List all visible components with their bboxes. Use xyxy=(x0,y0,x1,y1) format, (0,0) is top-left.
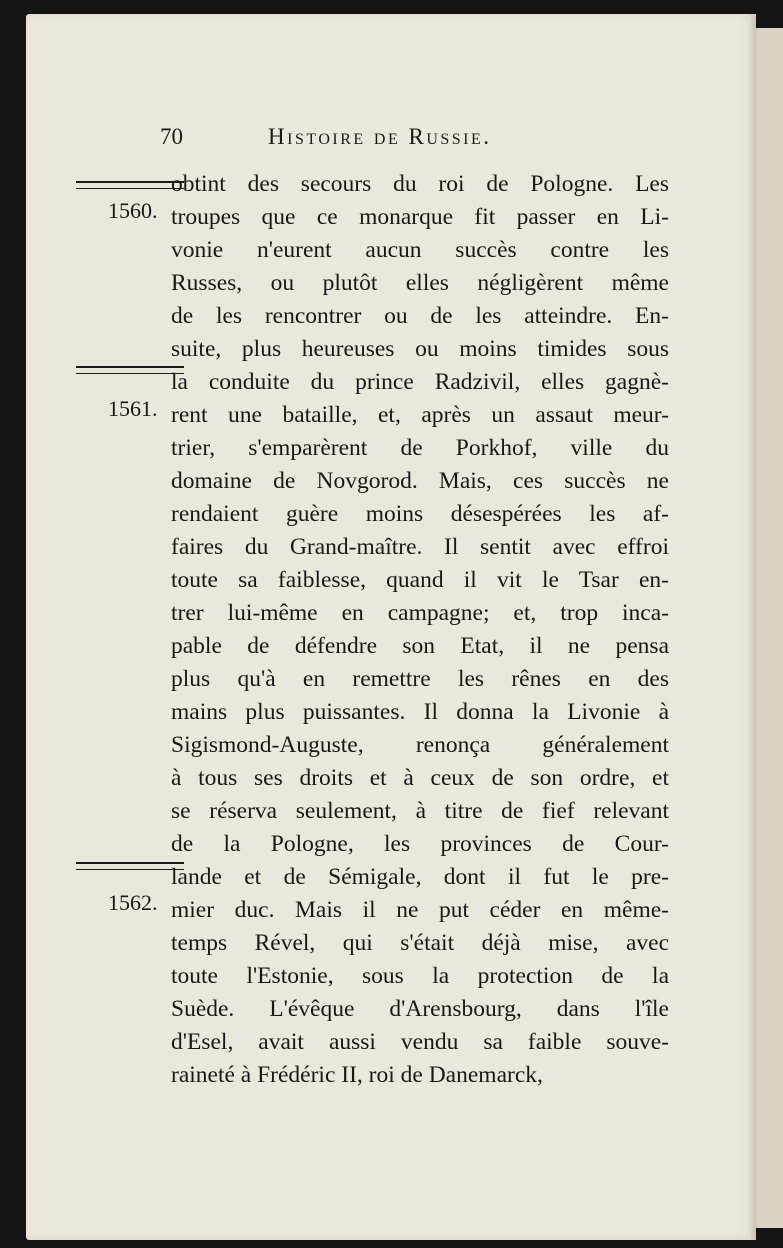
margin-rule-1561 xyxy=(76,366,184,374)
text-line: raineté à Frédéric II, roi de Danemarck, xyxy=(171,1062,543,1088)
text-line: trer lui-même en campagne; et, trop inca- xyxy=(171,600,669,626)
page-number: 70 xyxy=(160,124,183,149)
text-line: pable de défendre son Etat, il ne pensa xyxy=(171,633,669,659)
book-page xyxy=(26,14,756,1240)
text-line: trier, s'emparèrent de Porkhof, ville du xyxy=(171,435,669,461)
adjacent-page-edge xyxy=(756,28,783,1228)
margin-rule-1560 xyxy=(76,181,184,189)
text-line: de les rencontrer ou de les atteindre. En- xyxy=(171,303,669,329)
margin-year-1560: 1560. xyxy=(108,198,158,223)
text-line: troupes que ce monarque fit passer en Li- xyxy=(171,204,669,230)
page-fold-shadow xyxy=(748,14,756,1240)
text-line: rent une bataille, et, après un assaut meur- xyxy=(171,402,669,428)
margin-year-1562: 1562. xyxy=(108,890,158,915)
margin-year-1561: 1561. xyxy=(108,396,158,421)
text-line: plus qu'à en remettre les rênes en des xyxy=(171,666,669,692)
text-line: la conduite du prince Radzivil, elles gagnè- xyxy=(171,369,669,395)
text-line: toute sa faiblesse, quand il vit le Tsar en- xyxy=(171,567,669,593)
text-line: rendaient guère moins désespérées les af- xyxy=(171,501,669,527)
text-line: mains plus puissantes. Il donna la Livonie à xyxy=(171,699,669,725)
text-line: domaine de Novgorod. Mais, ces succès ne xyxy=(171,468,669,494)
text-line: Sigismond-Auguste, renonça généralement xyxy=(171,732,669,758)
text-line: Russes, ou plutôt elles négligèrent même xyxy=(171,270,669,296)
text-line: temps Rével, qui s'était déjà mise, avec xyxy=(171,930,669,956)
margin-rule-1562 xyxy=(76,862,184,870)
text-line: lande et de Sémigale, dont il fut le pre- xyxy=(171,864,669,890)
text-line: obtint des secours du roi de Pologne. Les xyxy=(171,171,669,197)
text-line: de la Pologne, les provinces de Cour- xyxy=(171,831,669,857)
text-line: d'Esel, avait aussi vendu sa faible souve- xyxy=(171,1029,669,1055)
running-title: Histoire de Russie. xyxy=(268,124,492,149)
text-line: se réserva seulement, à titre de fief relevant xyxy=(171,798,669,824)
running-head xyxy=(26,124,756,154)
text-line: Suède. L'évêque d'Arensbourg, dans l'île xyxy=(171,996,669,1022)
body-text xyxy=(171,168,669,1092)
text-line: suite, plus heureuses ou moins timides sous xyxy=(171,336,669,362)
text-line: à tous ses droits et à ceux de son ordre, et xyxy=(171,765,669,791)
text-line: mier duc. Mais il ne put céder en même- xyxy=(171,897,669,923)
text-line: faires du Grand-maître. Il sentit avec effroi xyxy=(171,534,669,560)
text-line: toute l'Estonie, sous la protection de la xyxy=(171,963,669,989)
text-line: vonie n'eurent aucun succès contre les xyxy=(171,237,669,263)
